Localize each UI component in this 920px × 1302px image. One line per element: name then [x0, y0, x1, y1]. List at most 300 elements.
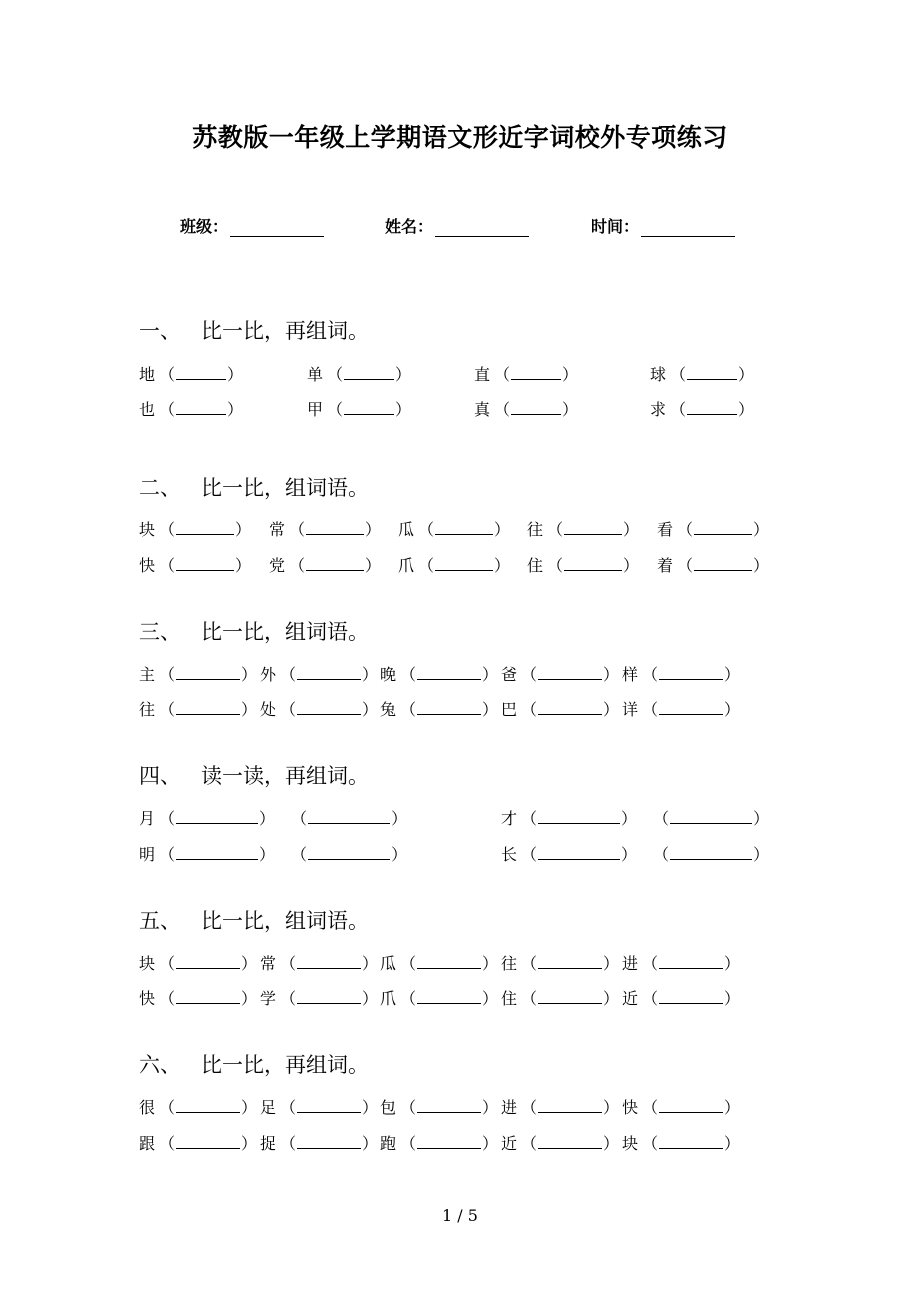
section-number: 五、 [139, 909, 181, 933]
open-paren: （ [642, 954, 659, 973]
word-item [474, 362, 578, 385]
character: 跟 [139, 1134, 156, 1153]
word-item [622, 986, 740, 1009]
character: 快 [139, 556, 156, 575]
close-paren: ） [362, 1098, 379, 1117]
character: 快 [139, 989, 156, 1008]
answer-blank[interactable] [659, 987, 723, 1004]
character: 近 [501, 1134, 518, 1153]
character: 才 [501, 809, 518, 828]
word-item [380, 951, 498, 974]
word-item [501, 986, 619, 1009]
answer-blank[interactable] [344, 398, 394, 415]
answer-blank[interactable] [176, 398, 226, 415]
word-item [650, 397, 754, 420]
character: 瓜 [398, 520, 415, 539]
word-item [622, 951, 740, 974]
open-paren: （ [280, 1098, 297, 1117]
word-item [260, 1095, 378, 1118]
word-item [380, 1131, 498, 1154]
open-paren: （ [280, 665, 297, 684]
answer-blank[interactable] [297, 952, 361, 969]
open-paren: （ [159, 989, 176, 1008]
answer-blank[interactable] [435, 518, 493, 535]
close-paren: ） [362, 700, 379, 719]
time-input-line[interactable] [641, 218, 735, 237]
close-paren: ） [621, 809, 638, 828]
answer-blank[interactable] [297, 1096, 361, 1113]
close-paren: ） [621, 845, 638, 864]
close-paren: ） [241, 665, 258, 684]
character: 包 [380, 1098, 397, 1117]
close-paren: ） [227, 400, 244, 419]
close-paren: ） [362, 954, 379, 973]
character: 往 [501, 954, 518, 973]
answer-blank[interactable] [564, 554, 622, 571]
close-paren: ） [259, 845, 276, 864]
open-paren: （ [521, 989, 538, 1008]
character: 爸 [501, 665, 518, 684]
close-paren: ） [362, 1134, 379, 1153]
section-heading [139, 616, 369, 646]
open-paren: （ [642, 665, 659, 684]
answer-blank[interactable] [176, 554, 234, 571]
section-instruction: 比一比，组词语。 [201, 476, 369, 500]
answer-blank[interactable] [659, 663, 723, 680]
open-paren: （ [642, 1098, 659, 1117]
open-paren: （ [400, 954, 417, 973]
open-paren: （ [547, 520, 564, 539]
open-paren: （ [159, 1134, 176, 1153]
open-paren: （ [521, 845, 538, 864]
word-item [501, 951, 619, 974]
character: 足 [260, 1098, 277, 1117]
section-heading [139, 1049, 369, 1079]
character: 往 [139, 700, 156, 719]
close-paren: ） [482, 989, 499, 1008]
word-item [501, 806, 769, 829]
close-paren: ） [494, 556, 511, 575]
character: 爪 [380, 989, 397, 1008]
character: 住 [527, 556, 544, 575]
section-number: 四、 [139, 764, 181, 788]
open-paren: （ [494, 365, 511, 384]
character: 真 [474, 400, 491, 419]
word-item [527, 517, 639, 540]
open-paren: （ [400, 1134, 417, 1153]
close-paren: ） [753, 520, 770, 539]
open-paren: （ [521, 809, 538, 828]
character: 进 [622, 954, 639, 973]
character: 捉 [260, 1134, 277, 1153]
answer-blank[interactable] [308, 843, 390, 860]
character: 块 [622, 1134, 639, 1153]
close-paren: ） [362, 665, 379, 684]
answer-blank[interactable] [297, 698, 361, 715]
open-paren: （ [521, 954, 538, 973]
section-number: 一、 [139, 319, 181, 343]
answer-blank[interactable] [417, 663, 481, 680]
open-paren: （ [521, 700, 538, 719]
character: 地 [139, 365, 156, 384]
character: 看 [657, 520, 674, 539]
open-paren: （ [280, 954, 297, 973]
answer-blank[interactable] [670, 807, 752, 824]
close-paren: ） [482, 1098, 499, 1117]
character: 求 [650, 400, 667, 419]
character: 晚 [380, 665, 397, 684]
open-paren: （ [280, 700, 297, 719]
close-paren: ） [738, 365, 755, 384]
word-item [622, 1131, 740, 1154]
section-number: 三、 [139, 620, 181, 644]
open-paren: （ [159, 809, 176, 828]
word-item [307, 362, 411, 385]
close-paren: ） [494, 520, 511, 539]
close-paren: ） [562, 365, 579, 384]
character: 甲 [307, 400, 324, 419]
word-item [139, 1095, 257, 1118]
answer-blank[interactable] [538, 1132, 602, 1149]
close-paren: ） [241, 989, 258, 1008]
close-paren: ） [738, 400, 755, 419]
character: 住 [501, 989, 518, 1008]
close-paren: ） [482, 700, 499, 719]
character: 瓜 [380, 954, 397, 973]
close-paren: ） [391, 809, 408, 828]
character: 进 [501, 1098, 518, 1117]
character: 长 [501, 845, 518, 864]
open-paren: （ [670, 365, 687, 384]
answer-blank[interactable] [176, 843, 258, 860]
word-item [501, 697, 619, 720]
close-paren: ） [241, 1098, 258, 1117]
close-paren: ） [362, 989, 379, 1008]
open-paren: （ [159, 700, 176, 719]
close-paren: ） [724, 700, 741, 719]
answer-blank[interactable] [417, 1132, 481, 1149]
answer-blank[interactable] [538, 987, 602, 1004]
open-paren: （ [159, 1098, 176, 1117]
close-paren: ） [365, 556, 382, 575]
time-field [591, 214, 735, 237]
close-paren: ） [482, 954, 499, 973]
section-instruction: 比一比，组词语。 [201, 620, 369, 644]
word-item [501, 1131, 619, 1154]
close-paren: ） [241, 1134, 258, 1153]
close-paren: ） [391, 845, 408, 864]
open-paren: （ [400, 665, 417, 684]
word-item [622, 1095, 740, 1118]
word-item [398, 517, 510, 540]
word-item [474, 397, 578, 420]
page-title: 苏教版一年级上学期语文形近字词校外专项练习 [192, 123, 728, 152]
close-paren: ） [482, 665, 499, 684]
open-paren: （ [159, 520, 176, 539]
close-paren: ） [235, 520, 252, 539]
answer-blank[interactable] [538, 952, 602, 969]
character: 学 [260, 989, 277, 1008]
open-paren: （ [642, 1134, 659, 1153]
open-paren: （ [494, 400, 511, 419]
open-paren: （ [159, 845, 176, 864]
close-paren: ） [562, 400, 579, 419]
character: 快 [622, 1098, 639, 1117]
close-paren: ） [603, 989, 620, 1008]
section-heading [139, 472, 369, 502]
close-paren: ） [753, 809, 770, 828]
open-paren: （ [159, 556, 176, 575]
answer-blank[interactable] [306, 518, 364, 535]
word-item [139, 397, 243, 420]
answer-blank[interactable] [687, 398, 737, 415]
open-paren: （ [677, 520, 694, 539]
word-item [139, 842, 407, 865]
open-paren: （ [521, 1134, 538, 1153]
close-paren: ） [395, 400, 412, 419]
close-paren: ） [603, 665, 620, 684]
answer-blank[interactable] [176, 807, 258, 824]
section-heading [139, 760, 369, 790]
class-input-line[interactable] [230, 218, 324, 237]
open-paren: （ [653, 809, 670, 828]
word-item [139, 986, 257, 1009]
answer-blank[interactable] [417, 952, 481, 969]
open-paren: （ [521, 665, 538, 684]
section-instruction: 比一比，再组词。 [201, 1053, 369, 1077]
word-item [139, 517, 251, 540]
character: 块 [139, 954, 156, 973]
word-item [650, 362, 754, 385]
word-item [657, 517, 769, 540]
close-paren: ） [603, 954, 620, 973]
close-paren: ） [724, 1098, 741, 1117]
character: 处 [260, 700, 277, 719]
open-paren: （ [159, 365, 176, 384]
answer-blank[interactable] [670, 843, 752, 860]
character: 党 [269, 556, 286, 575]
character: 直 [474, 365, 491, 384]
word-item [398, 553, 510, 576]
answer-blank[interactable] [176, 1096, 240, 1113]
answer-blank[interactable] [297, 987, 361, 1004]
close-paren: ） [724, 989, 741, 1008]
open-paren: （ [670, 400, 687, 419]
open-paren: （ [291, 809, 308, 828]
open-paren: （ [547, 556, 564, 575]
word-item [380, 662, 498, 685]
close-paren: ） [395, 365, 412, 384]
character: 单 [307, 365, 324, 384]
answer-blank[interactable] [659, 952, 723, 969]
close-paren: ） [603, 700, 620, 719]
close-paren: ） [241, 954, 258, 973]
character: 常 [260, 954, 277, 973]
answer-blank[interactable] [176, 987, 240, 1004]
word-item [139, 553, 251, 576]
open-paren: （ [159, 400, 176, 419]
close-paren: ） [235, 556, 252, 575]
answer-blank[interactable] [417, 987, 481, 1004]
word-item [622, 697, 740, 720]
answer-blank[interactable] [176, 363, 226, 380]
close-paren: ） [623, 520, 640, 539]
answer-blank[interactable] [659, 698, 723, 715]
character: 很 [139, 1098, 156, 1117]
character: 着 [657, 556, 674, 575]
name-field [385, 214, 529, 237]
character: 巴 [501, 700, 518, 719]
open-paren: （ [521, 1098, 538, 1117]
character: 往 [527, 520, 544, 539]
open-paren: （ [289, 556, 306, 575]
word-item [657, 553, 769, 576]
answer-blank[interactable] [538, 698, 602, 715]
word-item [260, 662, 378, 685]
character: 跑 [380, 1134, 397, 1153]
answer-blank[interactable] [297, 663, 361, 680]
answer-blank[interactable] [511, 363, 561, 380]
answer-blank[interactable] [176, 952, 240, 969]
close-paren: ） [724, 954, 741, 973]
answer-blank[interactable] [176, 518, 234, 535]
open-paren: （ [280, 1134, 297, 1153]
character: 兔 [380, 700, 397, 719]
open-paren: （ [418, 556, 435, 575]
answer-blank[interactable] [538, 663, 602, 680]
close-paren: ） [365, 520, 382, 539]
open-paren: （ [327, 365, 344, 384]
character: 块 [139, 520, 156, 539]
word-item [622, 662, 740, 685]
class-label: 班级： [180, 217, 229, 236]
open-paren: （ [291, 845, 308, 864]
word-item [307, 397, 411, 420]
character: 爪 [398, 556, 415, 575]
close-paren: ） [241, 700, 258, 719]
open-paren: （ [653, 845, 670, 864]
word-item [269, 517, 381, 540]
answer-blank[interactable] [176, 1132, 240, 1149]
word-item [527, 553, 639, 576]
word-item [139, 662, 257, 685]
open-paren: （ [418, 520, 435, 539]
open-paren: （ [677, 556, 694, 575]
character: 近 [622, 989, 639, 1008]
word-item [501, 662, 619, 685]
word-item [380, 1095, 498, 1118]
section-instruction: 比一比，组词语。 [201, 909, 369, 933]
character: 详 [622, 700, 639, 719]
character: 样 [622, 665, 639, 684]
character: 月 [139, 809, 156, 828]
word-item [501, 1095, 619, 1118]
answer-blank[interactable] [694, 518, 752, 535]
word-item [501, 842, 769, 865]
word-item [139, 951, 257, 974]
answer-blank[interactable] [297, 1132, 361, 1149]
word-item [139, 806, 407, 829]
open-paren: （ [159, 954, 176, 973]
open-paren: （ [642, 700, 659, 719]
open-paren: （ [327, 400, 344, 419]
word-item [260, 697, 378, 720]
section-heading [139, 315, 369, 345]
section-instruction: 读一读，再组词。 [201, 764, 369, 788]
close-paren: ） [482, 1134, 499, 1153]
answer-blank[interactable] [176, 663, 240, 680]
answer-blank[interactable] [538, 807, 620, 824]
close-paren: ） [227, 365, 244, 384]
word-item [260, 986, 378, 1009]
answer-blank[interactable] [306, 554, 364, 571]
class-field [180, 214, 324, 237]
close-paren: ） [753, 845, 770, 864]
word-item [139, 1131, 257, 1154]
answer-blank[interactable] [511, 398, 561, 415]
answer-blank[interactable] [308, 807, 390, 824]
open-paren: （ [400, 700, 417, 719]
section-number: 六、 [139, 1053, 181, 1077]
character: 也 [139, 400, 156, 419]
answer-blank[interactable] [538, 1096, 602, 1113]
close-paren: ） [623, 556, 640, 575]
name-input-line[interactable] [435, 218, 529, 237]
character: 主 [139, 665, 156, 684]
close-paren: ） [753, 556, 770, 575]
close-paren: ） [724, 1134, 741, 1153]
word-item [269, 553, 381, 576]
answer-blank[interactable] [176, 698, 240, 715]
word-item [260, 1131, 378, 1154]
answer-blank[interactable] [435, 554, 493, 571]
close-paren: ） [603, 1134, 620, 1153]
open-paren: （ [642, 989, 659, 1008]
word-item [380, 986, 498, 1009]
close-paren: ） [724, 665, 741, 684]
answer-blank[interactable] [344, 363, 394, 380]
open-paren: （ [159, 665, 176, 684]
time-label: 时间： [591, 217, 640, 236]
answer-blank[interactable] [417, 698, 481, 715]
character: 明 [139, 845, 156, 864]
answer-blank[interactable] [694, 554, 752, 571]
name-label: 姓名： [385, 217, 434, 236]
character: 常 [269, 520, 286, 539]
open-paren: （ [289, 520, 306, 539]
close-paren: ） [259, 809, 276, 828]
word-item [139, 697, 257, 720]
answer-blank[interactable] [659, 1096, 723, 1113]
open-paren: （ [280, 989, 297, 1008]
answer-blank[interactable] [659, 1132, 723, 1149]
word-item [380, 697, 498, 720]
word-item [139, 362, 243, 385]
close-paren: ） [603, 1098, 620, 1117]
answer-blank[interactable] [564, 518, 622, 535]
answer-blank[interactable] [417, 1096, 481, 1113]
word-item [260, 951, 378, 974]
section-instruction: 比一比，再组词。 [201, 319, 369, 343]
answer-blank[interactable] [687, 363, 737, 380]
answer-blank[interactable] [538, 843, 620, 860]
page-number: 1 / 5 [442, 1206, 478, 1225]
open-paren: （ [400, 989, 417, 1008]
character: 球 [650, 365, 667, 384]
character: 外 [260, 665, 277, 684]
section-heading [139, 905, 369, 935]
open-paren: （ [400, 1098, 417, 1117]
